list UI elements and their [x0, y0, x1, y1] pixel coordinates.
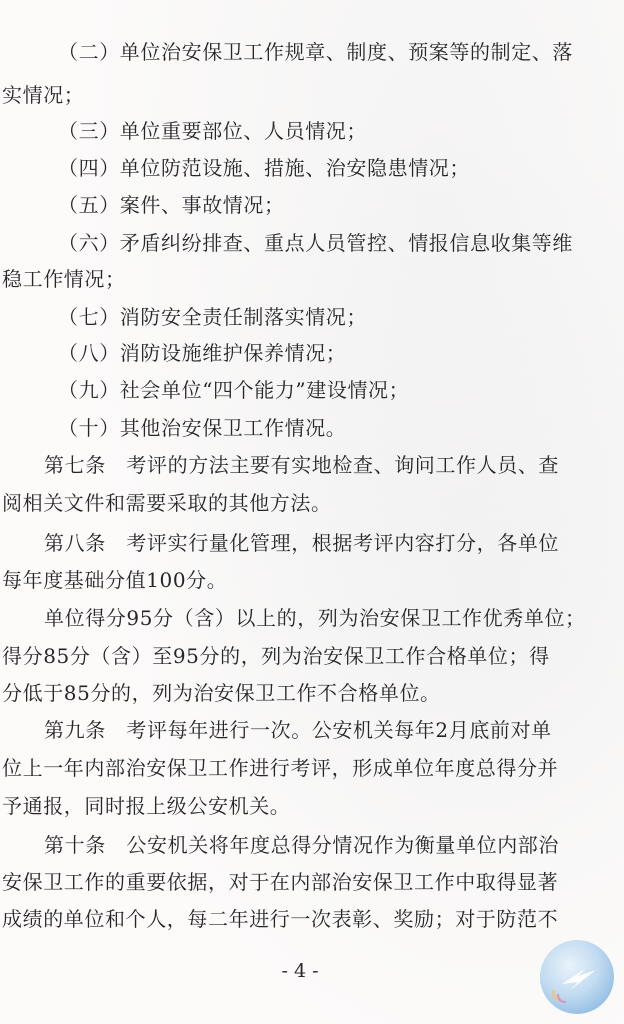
- text-line: （四）单位防范设施、措施、治安隐患情况；: [58, 156, 470, 180]
- text-line: 第七条 考评的方法主要有实地检查、询问工作人员、查: [44, 453, 559, 477]
- text-line: 单位得分95分（含）以上的，列为治安保卫工作优秀单位；: [44, 606, 586, 630]
- text-line: 第八条 考评实行量化管理，根据考评内容打分，各单位: [44, 531, 559, 555]
- text-line: 阅相关文件和需要采取的其他方法。: [2, 491, 332, 515]
- text-line: 实情况；: [2, 83, 85, 107]
- text-line: 予通报，同时报上级公安机关。: [2, 794, 291, 818]
- text-line: 每年度基础分值100分。: [2, 568, 228, 592]
- page-number: - 4 -: [281, 960, 319, 982]
- text-line: 分低于85分的，列为治安保卫工作不合格单位。: [2, 681, 441, 705]
- text-line: 第十条 公安机关将年度总得分情况作为衡量单位内部治: [44, 833, 559, 857]
- text-line: （六）矛盾纠纷排查、重点人员管控、情报信息收集等维: [58, 231, 573, 255]
- text-line: 安保卫工作的重要依据，对于在内部治安保卫工作中取得显著: [2, 870, 559, 894]
- logo-watermark: [540, 940, 614, 1014]
- text-line: 稳工作情况；: [2, 267, 126, 291]
- text-line: （三）单位重要部位、人员情况；: [58, 119, 367, 143]
- text-line: （二）单位治安保卫工作规章、制度、预案等的制定、落: [58, 40, 573, 64]
- lightning-logo-icon: [540, 940, 614, 1014]
- text-line: 位上一年内部治安保卫工作进行考评，形成单位年度总得分并: [2, 756, 559, 780]
- text-line: （五）案件、事故情况；: [58, 193, 285, 217]
- text-line: （十）其他治安保卫工作情况。: [58, 416, 347, 440]
- text-line: 第九条 考评每年进行一次。公安机关每年2月底前对单: [44, 718, 552, 742]
- text-line: （八）消防设施维护保养情况；: [58, 341, 347, 365]
- text-line: （九）社会单位“四个能力”建设情况；: [58, 378, 410, 402]
- text-line: 成绩的单位和个人，每二年进行一次表彰、奖励；对于防范不: [2, 907, 559, 931]
- text-line: （七）消防安全责任制落实情况；: [58, 305, 367, 329]
- text-line: 得分85分（含）至95分的，列为治安保卫工作合格单位；得: [2, 644, 550, 668]
